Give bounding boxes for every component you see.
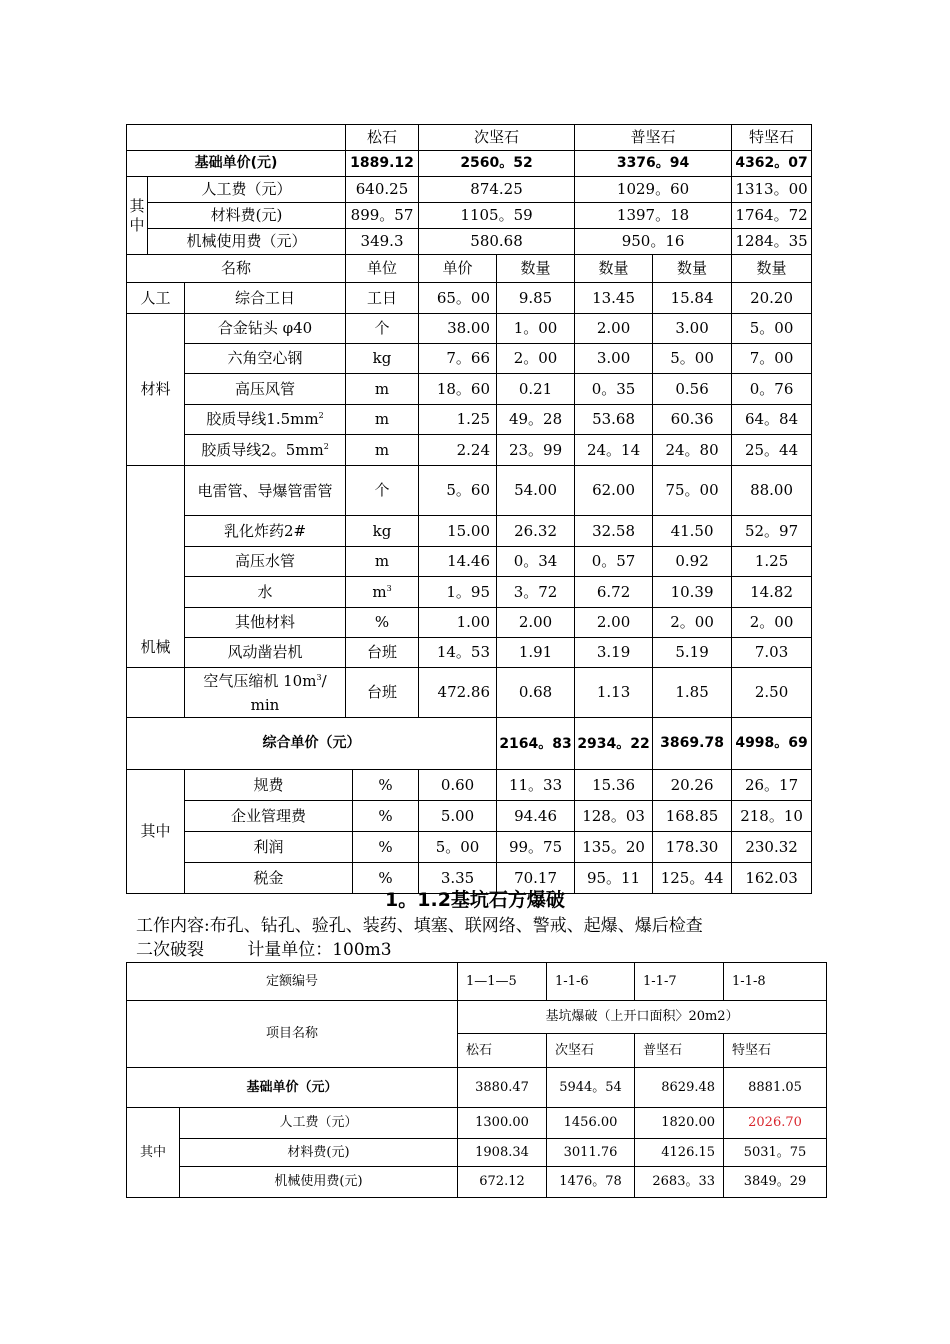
item-price: 472.86	[419, 668, 497, 718]
fee-rate: 3.35	[419, 863, 497, 894]
item-price: 1.00	[419, 608, 497, 638]
item-qty: 7.03	[732, 638, 812, 668]
base-price-value: 8881.05	[724, 1068, 827, 1108]
material-cost-value: 899。57	[346, 203, 419, 229]
item-qty: 60.36	[653, 405, 732, 435]
labor-cost-value: 1313。00	[732, 177, 812, 203]
quota-code: 1-1-7	[635, 963, 724, 1001]
item-qty: 1.85	[653, 668, 732, 718]
item-unit	[346, 577, 419, 608]
material-cost-value: 1764。72	[732, 203, 812, 229]
item-unit: kg	[346, 344, 419, 374]
quota-number-label: 定额编号	[127, 963, 458, 1001]
labor-category: 人工	[127, 283, 185, 314]
machine-cost-label: 机械使用费（元）	[148, 229, 346, 255]
item-qty: 54.00	[497, 466, 575, 516]
fee-name: 企业管理费	[185, 801, 353, 832]
item-unit-text: m	[372, 582, 387, 601]
fee-amount: 162.03	[732, 863, 812, 894]
item-qty: 1.13	[575, 668, 653, 718]
labor-cost-value: 1820.00	[635, 1108, 724, 1139]
item-name: 水	[185, 577, 346, 608]
item-qty: 5。00	[653, 344, 732, 374]
item-unit: m	[346, 435, 419, 466]
base-price-label: 基础单价(元)	[127, 151, 346, 177]
item-price: 1.25	[419, 405, 497, 435]
fee-amount: 70.17	[497, 863, 575, 894]
item-name: 电雷管、导爆管雷管	[185, 466, 346, 516]
item-qty: 5.19	[653, 638, 732, 668]
item-qty: 24。80	[653, 435, 732, 466]
item-price: 38.00	[419, 314, 497, 344]
base-price-value: 3376。94	[575, 151, 732, 177]
item-qty: 6.72	[575, 577, 653, 608]
fee-name: 利润	[185, 832, 353, 863]
rock-type: 次坚石	[547, 1034, 635, 1068]
item-qty: 24。14	[575, 435, 653, 466]
labor-cost-value-highlighted: 2026.70	[724, 1108, 827, 1139]
item-name-text: /	[321, 671, 327, 690]
material-cost-value: 1397。18	[575, 203, 732, 229]
item-qty: 3。72	[497, 577, 575, 608]
item-name	[185, 435, 346, 466]
machine-cost-value: 672.12	[458, 1167, 547, 1198]
item-name: 合金钻头 φ40	[185, 314, 346, 344]
fee-name: 规费	[185, 770, 353, 801]
item-qty: 23。99	[497, 435, 575, 466]
fee-amount: 20.26	[653, 770, 732, 801]
item-qty: 2.00	[497, 608, 575, 638]
work-content-line-2	[136, 938, 392, 962]
fee-unit: %	[353, 801, 419, 832]
material-cost-label: 材料费(元)	[148, 203, 346, 229]
item-name-text: 胶质导线2。5mm	[201, 440, 324, 459]
fee-unit: %	[353, 770, 419, 801]
labor-cost-value: 874.25	[419, 177, 575, 203]
item-qty: 1.25	[732, 547, 812, 577]
material-category: 材料	[127, 314, 185, 466]
item-qty: 2。00	[653, 608, 732, 638]
item-price: 5。60	[419, 466, 497, 516]
item-qty: 25。44	[732, 435, 812, 466]
item-qty: 3.00	[653, 314, 732, 344]
machine-cost-value: 1284。35	[732, 229, 812, 255]
item-qty: 2.00	[575, 314, 653, 344]
item-qty: 1.91	[497, 638, 575, 668]
fee-amount: 15.36	[575, 770, 653, 801]
item-price: 1。95	[419, 577, 497, 608]
labor-cost-label: 人工费（元）	[180, 1108, 458, 1139]
of-which-label: 其中	[127, 1108, 180, 1198]
item-qty: 0。76	[732, 374, 812, 405]
labor-cost-value: 1456.00	[547, 1108, 635, 1139]
item-unit: 台班	[346, 638, 419, 668]
item-unit: 个	[346, 314, 419, 344]
blank-category-cell	[127, 668, 185, 718]
material-cost-value: 1908.34	[458, 1139, 547, 1167]
item-price: 65。00	[419, 283, 497, 314]
item-unit: 工日	[346, 283, 419, 314]
item-qty: 0。34	[497, 547, 575, 577]
item-name	[185, 405, 346, 435]
fee-amount: 11。33	[497, 770, 575, 801]
base-price-value: 4362。07	[732, 151, 812, 177]
item-unit: m	[346, 547, 419, 577]
labor-cost-value: 1300.00	[458, 1108, 547, 1139]
col-header-qty: 数量	[653, 255, 732, 283]
item-name-sup: 2	[323, 441, 329, 451]
item-qty: 0.56	[653, 374, 732, 405]
fees-category: 其中	[127, 770, 185, 894]
material-cost-label: 材料费(元)	[180, 1139, 458, 1167]
item-qty: 53.68	[575, 405, 653, 435]
machine-cost-value: 1476。78	[547, 1167, 635, 1198]
item-unit: 台班	[346, 668, 419, 718]
col-header-unit: 单位	[346, 255, 419, 283]
item-qty: 0.92	[653, 547, 732, 577]
labor-cost-value: 640.25	[346, 177, 419, 203]
fee-amount: 99。75	[497, 832, 575, 863]
header-pujianshi: 普坚石	[575, 125, 732, 151]
material-cost-value: 3011.76	[547, 1139, 635, 1167]
item-name: 六角空心钢	[185, 344, 346, 374]
item-name-text: min	[250, 695, 280, 714]
item-qty: 3.00	[575, 344, 653, 374]
item-qty: 0.68	[497, 668, 575, 718]
item-description: 基坑爆破（上开口面积〉20m2）	[458, 1001, 827, 1034]
machine-cost-value: 3849。29	[724, 1167, 827, 1198]
fee-amount: 95。11	[575, 863, 653, 894]
col-header-qty: 数量	[575, 255, 653, 283]
item-qty: 0。57	[575, 547, 653, 577]
col-header-qty: 数量	[497, 255, 575, 283]
item-qty: 5。00	[732, 314, 812, 344]
fee-unit: %	[353, 863, 419, 894]
base-price-value: 8629.48	[635, 1068, 724, 1108]
rock-type: 普坚石	[635, 1034, 724, 1068]
item-qty: 15.84	[653, 283, 732, 314]
total-price-value: 4998。69	[732, 718, 812, 770]
rock-blasting-price-table	[126, 124, 812, 894]
item-qty: 75。00	[653, 466, 732, 516]
item-qty: 14.82	[732, 577, 812, 608]
base-price-value: 3880.47	[458, 1068, 547, 1108]
col-header-qty: 数量	[732, 255, 812, 283]
fee-amount: 128。03	[575, 801, 653, 832]
item-qty: 52。97	[732, 516, 812, 547]
item-qty: 2。00	[732, 608, 812, 638]
quota-code: 1-1-6	[547, 963, 635, 1001]
item-name	[185, 668, 346, 718]
item-name: 高压水管	[185, 547, 346, 577]
fee-amount: 230.32	[732, 832, 812, 863]
item-qty: 62.00	[575, 466, 653, 516]
pit-blasting-price-table	[126, 962, 827, 1198]
quota-code: 1-1-8	[724, 963, 827, 1001]
item-qty: 2.00	[575, 608, 653, 638]
item-unit-sup: 3	[386, 583, 392, 593]
item-unit: 个	[346, 466, 419, 516]
fee-rate: 0.60	[419, 770, 497, 801]
machine-category: 机械	[140, 638, 171, 656]
machine-cost-value: 349.3	[346, 229, 419, 255]
work-content-line: 工作内容:布孔、钻孔、验孔、装药、填塞、联网络、警戒、起爆、爆后检查	[136, 916, 703, 936]
fee-amount: 168.85	[653, 801, 732, 832]
item-qty: 2。00	[497, 344, 575, 374]
item-name-text: 胶质导线1.5mm	[206, 410, 319, 428]
col-header-name: 名称	[127, 255, 346, 283]
item-qty: 88.00	[732, 466, 812, 516]
item-qty: 41.50	[653, 516, 732, 547]
item-qty: 3.19	[575, 638, 653, 668]
item-price: 15.00	[419, 516, 497, 547]
base-price-label: 基础单价（元）	[127, 1068, 458, 1108]
item-qty: 26.32	[497, 516, 575, 547]
item-unit: %	[346, 608, 419, 638]
item-name-text: 空气压缩机 10m	[203, 671, 317, 690]
total-price-value: 3869.78	[653, 718, 732, 770]
header-blank-cell	[127, 125, 346, 151]
item-qty: 7。00	[732, 344, 812, 374]
header-songshi: 松石	[346, 125, 419, 151]
fee-rate: 5。00	[419, 832, 497, 863]
fee-amount: 178.30	[653, 832, 732, 863]
item-qty: 0。35	[575, 374, 653, 405]
item-qty: 49。28	[497, 405, 575, 435]
item-unit: kg	[346, 516, 419, 547]
base-price-value: 5944。54	[547, 1068, 635, 1108]
header-cijianshi: 次坚石	[419, 125, 575, 151]
base-price-value: 1889.12	[346, 151, 419, 177]
total-price-value: 2164。83	[497, 718, 575, 770]
item-price: 14。53	[419, 638, 497, 668]
item-name-sup: 2	[318, 411, 324, 420]
material-cost-value: 4126.15	[635, 1139, 724, 1167]
item-qty: 9.85	[497, 283, 575, 314]
material-cost-value: 5031。75	[724, 1139, 827, 1167]
item-unit: m	[346, 374, 419, 405]
item-qty: 13.45	[575, 283, 653, 314]
work-content-tail: 二次破裂	[136, 940, 204, 960]
fee-amount: 26。17	[732, 770, 812, 801]
fee-amount: 218。10	[732, 801, 812, 832]
item-name: 风动凿岩机	[185, 638, 346, 668]
col-header-price: 单价	[419, 255, 497, 283]
fee-amount: 94.46	[497, 801, 575, 832]
fee-name: 税金	[185, 863, 353, 894]
item-qty: 10.39	[653, 577, 732, 608]
fee-unit: %	[353, 832, 419, 863]
labor-cost-label: 人工费（元）	[148, 177, 346, 203]
item-price: 14.46	[419, 547, 497, 577]
material-cost-value: 1105。59	[419, 203, 575, 229]
fee-amount: 125。44	[653, 863, 732, 894]
item-qty: 20.20	[732, 283, 812, 314]
item-name-sup: 3	[316, 672, 322, 682]
total-price-value: 2934。22	[575, 718, 653, 770]
of-which-label: 其中	[127, 177, 148, 255]
item-qty: 32.58	[575, 516, 653, 547]
base-price-value: 2560。52	[419, 151, 575, 177]
item-name: 其他材料	[185, 608, 346, 638]
machine-cost-value: 580.68	[419, 229, 575, 255]
section-title: 1。1.2基坑石方爆破	[385, 889, 565, 911]
header-tejianshi: 特坚石	[732, 125, 812, 151]
item-name: 乳化炸药2#	[185, 516, 346, 547]
quota-code: 1—1—5	[458, 963, 547, 1001]
labor-cost-value: 1029。60	[575, 177, 732, 203]
item-qty: 1。00	[497, 314, 575, 344]
rock-type: 松石	[458, 1034, 547, 1068]
item-price: 7。66	[419, 344, 497, 374]
item-unit: m	[346, 405, 419, 435]
fee-rate: 5.00	[419, 801, 497, 832]
item-price: 2.24	[419, 435, 497, 466]
item-qty: 0.21	[497, 374, 575, 405]
item-qty: 64。84	[732, 405, 812, 435]
total-price-label: 综合单价（元）	[127, 718, 497, 770]
item-price: 18。60	[419, 374, 497, 405]
fee-amount: 135。20	[575, 832, 653, 863]
item-name: 综合工日	[185, 283, 346, 314]
machine-cost-label: 机械使用费(元)	[180, 1167, 458, 1198]
item-name-label: 项目名称	[127, 1001, 458, 1068]
machine-cost-value: 2683。33	[635, 1167, 724, 1198]
machine-cost-value: 950。16	[575, 229, 732, 255]
measurement-unit: 计量单位：100m3	[247, 940, 392, 960]
item-qty: 2.50	[732, 668, 812, 718]
rock-type: 特坚石	[724, 1034, 827, 1068]
item-name: 高压风管	[185, 374, 346, 405]
